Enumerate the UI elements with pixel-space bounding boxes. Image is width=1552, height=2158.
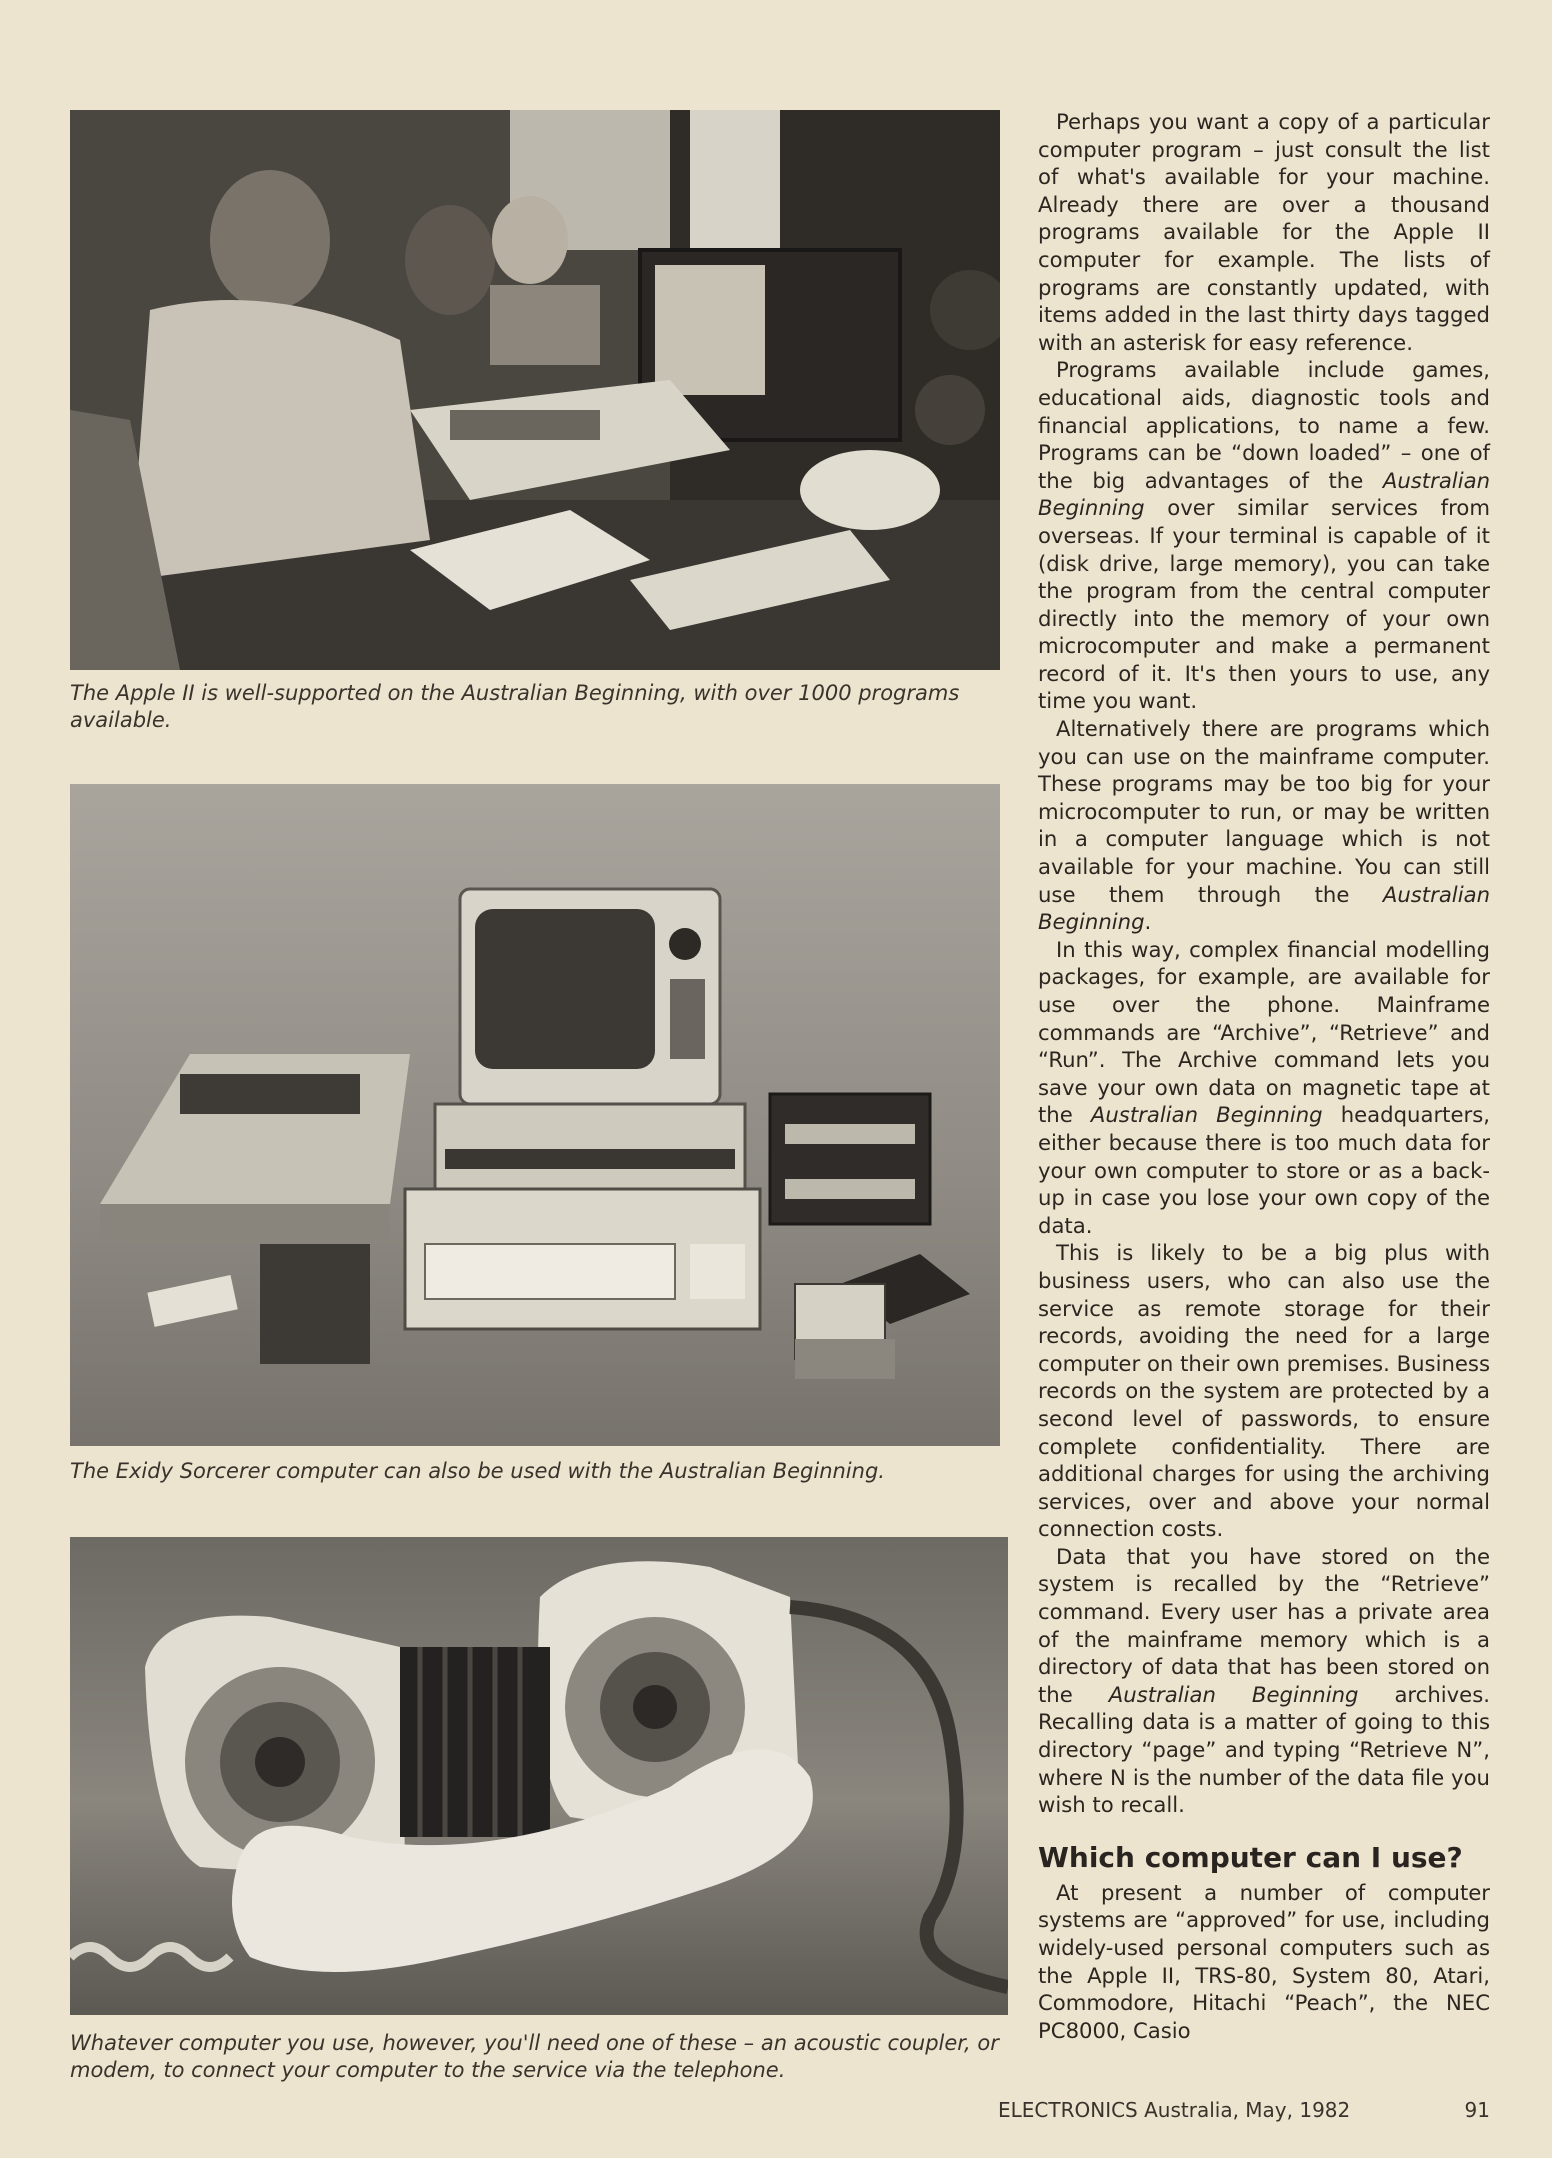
publication-name: ELECTRONICS Australia, May, 1982 xyxy=(998,2098,1351,2122)
photo-apple-ii-family xyxy=(70,110,1000,670)
photo-caption: The Exidy Sorcerer computer can also be used with the Australian Beginning. xyxy=(70,1459,885,1483)
article-paragraph: Alternatively there are programs which you can use on the mainframe computer. These programs may be too big for your microcomputer to run, or may be written in a computer language which is not available for your machine. You can still use them through the Australian Beginning. xyxy=(1038,716,1490,935)
photo-apple-ii-illustration xyxy=(70,110,1000,670)
photo-exidy-illustration xyxy=(70,784,1000,1446)
page-footer xyxy=(998,2098,1490,2122)
article-paragraph: In this way, complex financial modelling packages, for example, are available for use over the phone. Mainframe commands are “Archive”, “Retrieve” and “Run”. The Archive command lets you save your own data on magnetic tape at the Australian Beginning headquarters, either because there is too much data for your own computer to store or as a back-up in case you lose your own copy of the data. xyxy=(1038,936,1490,1238)
article-paragraph: This is likely to be a big plus with business users, who can also use the service as remote storage for their records, avoiding the need for a large computer on their own premises. Business records on the system are protected by a second level of passwords, to ensure complete confidentiality. There are additional charges for using the archiving services, over and above your normal connection costs. xyxy=(1038,1240,1490,1542)
photo-caption: The Apple II is well-supported on the Australian Beginning, with over 1000 programs available. xyxy=(70,681,960,732)
article-paragraph: Data that you have stored on the system is recalled by the “Retrieve” command. Every user has a private area of the mainframe memory which is a directory of data that has been stored on the Australian Beginning archives. Recalling data is a matter of going to this directory “page” and typing “Retrieve N”, where N is the number of the data file you wish to recall. xyxy=(1038,1543,1490,1818)
photo-exidy-sorcerer xyxy=(70,784,1000,1446)
article-paragraph: At present a number of computer systems are “approved” for use, including widely-used personal computers such as the Apple II, TRS-80, System 80, Atari, Commodore, Hitachi “Peach”, the NEC PC8000, Casio xyxy=(1038,1879,1490,2043)
photo-acoustic-coupler xyxy=(70,1537,1008,2015)
article-paragraph: Programs available include games, educational aids, diagnostic tools and financial applications, to name a few. Programs can be “down loaded” – one of the big advantages of the Australian Beginning over similar services from overseas. If your terminal is capable of it (disk drive, large memory), you can take the program from the central computer directly into the memory of your own microcomputer and make a permanent record of it. It's then yours to use, any time you want. xyxy=(1038,357,1490,714)
photo-coupler-illustration xyxy=(70,1537,1008,2015)
article-paragraph: Perhaps you want a copy of a particular computer program – just consult the list of what's available for your machine. Already there are over a thousand programs available for the Apple II computer for example. The lists of programs are constantly updated, with items added in the last thirty days tagged with an asterisk for easy reference. xyxy=(1038,109,1490,355)
article-column xyxy=(1038,108,1490,2044)
section-heading: Which computer can I use? xyxy=(1038,1840,1463,1874)
page-number: 91 xyxy=(1464,2098,1490,2122)
photo-caption: Whatever computer you use, however, you'll need one of these – an acoustic coupler, or modem, to connect your computer to the service via the telephone. xyxy=(70,2031,999,2082)
